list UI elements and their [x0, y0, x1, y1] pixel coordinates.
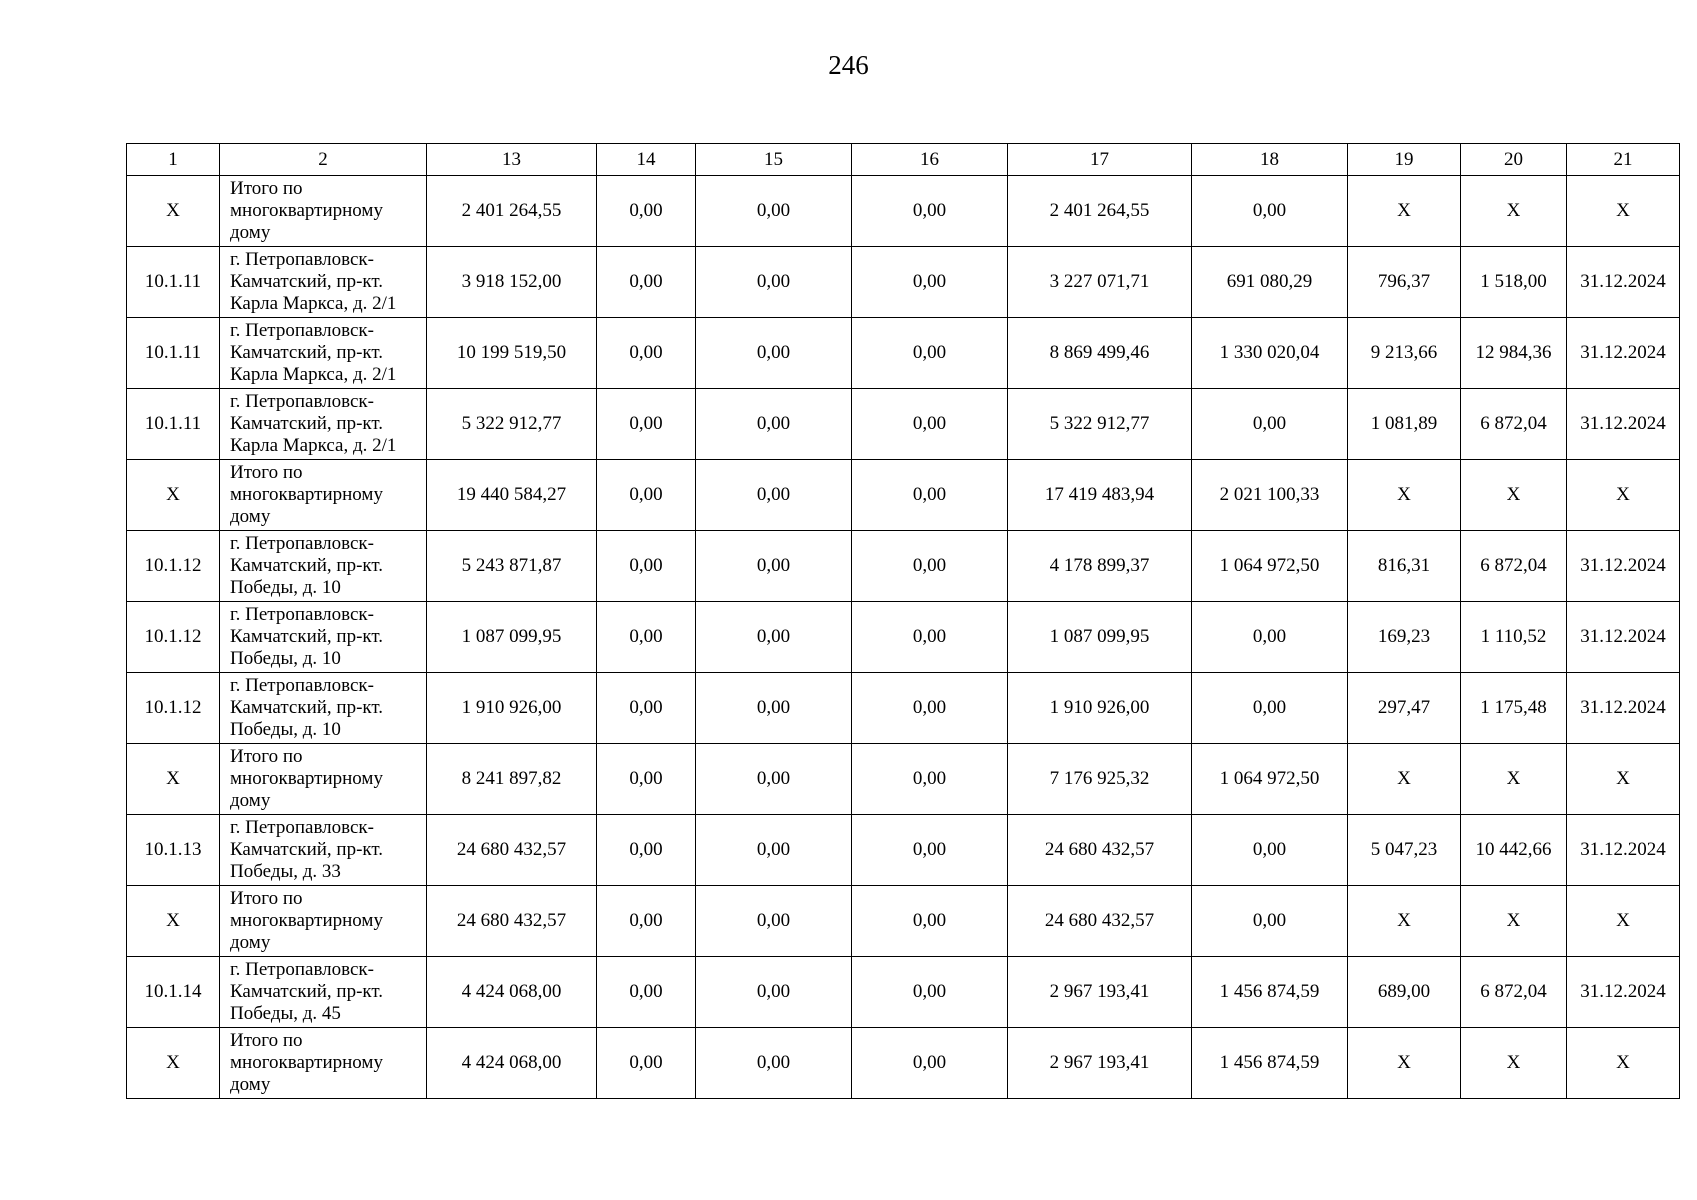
table-cell: 0,00	[696, 1028, 852, 1099]
table-cell: 1 456 874,59	[1192, 957, 1348, 1028]
table-cell: X	[1348, 744, 1461, 815]
table-cell: 0,00	[597, 460, 696, 531]
table-row	[127, 957, 1680, 1028]
table-cell: X	[127, 1028, 220, 1099]
table-cell: 6 872,04	[1461, 389, 1567, 460]
table-cell: 1 110,52	[1461, 602, 1567, 673]
table-row	[127, 886, 1680, 957]
table-cell: 0,00	[1192, 815, 1348, 886]
table-cell: 9 213,66	[1348, 318, 1461, 389]
table-cell: 31.12.2024	[1567, 531, 1680, 602]
table-cell: 8 241 897,82	[427, 744, 597, 815]
table-cell: 24 680 432,57	[427, 886, 597, 957]
table-cell: 0,00	[1192, 176, 1348, 247]
data-table	[126, 143, 1680, 1099]
table-row	[127, 744, 1680, 815]
table-cell: 3 918 152,00	[427, 247, 597, 318]
table-cell: 1 064 972,50	[1192, 531, 1348, 602]
table-cell: 0,00	[1192, 602, 1348, 673]
table-cell: 0,00	[696, 602, 852, 673]
table-cell: 0,00	[1192, 886, 1348, 957]
table-row	[127, 815, 1680, 886]
table-cell: 1 910 926,00	[427, 673, 597, 744]
table-cell: 6 872,04	[1461, 531, 1567, 602]
table-cell: 10.1.12	[127, 602, 220, 673]
table-cell: Итого по многоквартирному дому	[220, 744, 427, 815]
table-cell: г. Петропавловск-Камчатский, пр-кт. Карла Маркса, д. 2/1	[220, 318, 427, 389]
table-row	[127, 673, 1680, 744]
table-cell: 2 967 193,41	[1008, 957, 1192, 1028]
table-cell: Итого по многоквартирному дому	[220, 886, 427, 957]
table-cell: 0,00	[852, 815, 1008, 886]
column-header: 15	[696, 144, 852, 176]
table-cell: 5 047,23	[1348, 815, 1461, 886]
table-header-row	[127, 144, 1680, 176]
table-row	[127, 531, 1680, 602]
table-cell: 19 440 584,27	[427, 460, 597, 531]
table-cell: 2 967 193,41	[1008, 1028, 1192, 1099]
table-cell: 0,00	[597, 744, 696, 815]
table-cell: X	[1461, 1028, 1567, 1099]
table-cell: 0,00	[597, 602, 696, 673]
table-cell: 0,00	[696, 318, 852, 389]
table-cell: 31.12.2024	[1567, 247, 1680, 318]
table-cell: X	[127, 886, 220, 957]
table-cell: X	[1567, 744, 1680, 815]
table-cell: 689,00	[1348, 957, 1461, 1028]
table-cell: 691 080,29	[1192, 247, 1348, 318]
table-cell: 0,00	[852, 460, 1008, 531]
table-cell: 1 330 020,04	[1192, 318, 1348, 389]
table-cell: г. Петропавловск-Камчатский, пр-кт. Победы, д. 10	[220, 531, 427, 602]
table-row	[127, 247, 1680, 318]
table-cell: 0,00	[696, 815, 852, 886]
table-cell: X	[1348, 460, 1461, 531]
table-row	[127, 460, 1680, 531]
table-cell: 0,00	[696, 744, 852, 815]
table-cell: 8 869 499,46	[1008, 318, 1192, 389]
table-cell: 0,00	[852, 673, 1008, 744]
table-row	[127, 1028, 1680, 1099]
table-cell: 10.1.11	[127, 389, 220, 460]
table-cell: 1 518,00	[1461, 247, 1567, 318]
table-cell: 0,00	[852, 247, 1008, 318]
table-row	[127, 176, 1680, 247]
table-cell: 0,00	[1192, 673, 1348, 744]
table-row	[127, 602, 1680, 673]
table-cell: 1 175,48	[1461, 673, 1567, 744]
table-cell: 2 401 264,55	[1008, 176, 1192, 247]
table-cell: 169,23	[1348, 602, 1461, 673]
table-cell: г. Петропавловск-Камчатский, пр-кт. Победы, д. 10	[220, 602, 427, 673]
table-cell: 796,37	[1348, 247, 1461, 318]
table-cell: 1 081,89	[1348, 389, 1461, 460]
column-header: 21	[1567, 144, 1680, 176]
table-cell: 5 322 912,77	[1008, 389, 1192, 460]
table-cell: 0,00	[1192, 389, 1348, 460]
column-header: 18	[1192, 144, 1348, 176]
table-cell: г. Петропавловск-Камчатский, пр-кт. Карла Маркса, д. 2/1	[220, 389, 427, 460]
table-cell: 31.12.2024	[1567, 602, 1680, 673]
table-cell: 10.1.11	[127, 247, 220, 318]
table-cell: 0,00	[852, 602, 1008, 673]
column-header: 20	[1461, 144, 1567, 176]
table-cell: 31.12.2024	[1567, 318, 1680, 389]
table-cell: X	[1567, 886, 1680, 957]
table-cell: 12 984,36	[1461, 318, 1567, 389]
table-cell: 0,00	[696, 957, 852, 1028]
table-cell: 0,00	[597, 318, 696, 389]
table-cell: 2 401 264,55	[427, 176, 597, 247]
table-cell: 0,00	[597, 815, 696, 886]
table-cell: 4 424 068,00	[427, 957, 597, 1028]
column-header: 14	[597, 144, 696, 176]
table-cell: 297,47	[1348, 673, 1461, 744]
table-cell: 0,00	[696, 531, 852, 602]
table-cell: 0,00	[696, 176, 852, 247]
table-cell: 10.1.13	[127, 815, 220, 886]
table-cell: 816,31	[1348, 531, 1461, 602]
table-cell: 31.12.2024	[1567, 389, 1680, 460]
table-cell: X	[127, 460, 220, 531]
table-cell: 0,00	[597, 886, 696, 957]
table-cell: X	[1461, 176, 1567, 247]
table-cell: 0,00	[852, 1028, 1008, 1099]
table-cell: X	[1348, 1028, 1461, 1099]
table-cell: Итого по многоквартирному дому	[220, 1028, 427, 1099]
table-cell: 3 227 071,71	[1008, 247, 1192, 318]
table-cell: 0,00	[597, 673, 696, 744]
table-cell: 10 199 519,50	[427, 318, 597, 389]
table-cell: 0,00	[852, 389, 1008, 460]
table-cell: 0,00	[852, 318, 1008, 389]
table-cell: X	[1567, 460, 1680, 531]
table-cell: X	[1567, 1028, 1680, 1099]
table-cell: 0,00	[852, 886, 1008, 957]
table-cell: 10.1.11	[127, 318, 220, 389]
table-cell: 0,00	[597, 1028, 696, 1099]
table-cell: 0,00	[696, 247, 852, 318]
table-cell: X	[1461, 744, 1567, 815]
column-header: 13	[427, 144, 597, 176]
table-cell: 0,00	[696, 460, 852, 531]
table-cell: 17 419 483,94	[1008, 460, 1192, 531]
table-cell: 0,00	[852, 744, 1008, 815]
table-cell: 4 178 899,37	[1008, 531, 1192, 602]
table-cell: X	[1461, 886, 1567, 957]
table-cell: 31.12.2024	[1567, 673, 1680, 744]
table-cell: 0,00	[852, 176, 1008, 247]
column-header: 19	[1348, 144, 1461, 176]
table-cell: 0,00	[696, 886, 852, 957]
table-cell: 0,00	[597, 389, 696, 460]
table-cell: 0,00	[597, 247, 696, 318]
table-cell: X	[127, 176, 220, 247]
table-row	[127, 389, 1680, 460]
table-cell: X	[1348, 176, 1461, 247]
table-cell: 6 872,04	[1461, 957, 1567, 1028]
table-cell: 10.1.14	[127, 957, 220, 1028]
table-cell: 0,00	[696, 673, 852, 744]
column-header: 1	[127, 144, 220, 176]
table-cell: г. Петропавловск-Камчатский, пр-кт. Победы, д. 45	[220, 957, 427, 1028]
table-cell: 1 087 099,95	[1008, 602, 1192, 673]
table-cell: Итого по многоквартирному дому	[220, 176, 427, 247]
table-cell: г. Петропавловск-Камчатский, пр-кт. Карла Маркса, д. 2/1	[220, 247, 427, 318]
table-cell: X	[1567, 176, 1680, 247]
table-cell: г. Петропавловск-Камчатский, пр-кт. Победы, д. 33	[220, 815, 427, 886]
table-cell: 1 087 099,95	[427, 602, 597, 673]
table-cell: 24 680 432,57	[427, 815, 597, 886]
table-cell: 31.12.2024	[1567, 957, 1680, 1028]
table-cell: 0,00	[597, 531, 696, 602]
table-cell: X	[1461, 460, 1567, 531]
table-cell: X	[127, 744, 220, 815]
table-cell: 0,00	[597, 957, 696, 1028]
table-cell: 2 021 100,33	[1192, 460, 1348, 531]
table-cell: 1 910 926,00	[1008, 673, 1192, 744]
table-cell: 31.12.2024	[1567, 815, 1680, 886]
table-cell: 0,00	[852, 957, 1008, 1028]
column-header: 16	[852, 144, 1008, 176]
table-cell: 1 064 972,50	[1192, 744, 1348, 815]
table-cell: 0,00	[696, 389, 852, 460]
table-cell: 1 456 874,59	[1192, 1028, 1348, 1099]
table-cell: 7 176 925,32	[1008, 744, 1192, 815]
table-cell: 24 680 432,57	[1008, 886, 1192, 957]
page-number: 246	[828, 50, 869, 80]
table-row	[127, 318, 1680, 389]
table-cell: 0,00	[852, 531, 1008, 602]
table-cell: 24 680 432,57	[1008, 815, 1192, 886]
table-cell: 10.1.12	[127, 673, 220, 744]
table-cell: 10.1.12	[127, 531, 220, 602]
table-cell: Итого по многоквартирному дому	[220, 460, 427, 531]
column-header: 2	[220, 144, 427, 176]
column-header: 17	[1008, 144, 1192, 176]
table-cell: 0,00	[597, 176, 696, 247]
table-cell: X	[1348, 886, 1461, 957]
table-cell: 5 243 871,87	[427, 531, 597, 602]
table-cell: г. Петропавловск-Камчатский, пр-кт. Победы, д. 10	[220, 673, 427, 744]
table-cell: 10 442,66	[1461, 815, 1567, 886]
table-cell: 5 322 912,77	[427, 389, 597, 460]
table-cell: 4 424 068,00	[427, 1028, 597, 1099]
